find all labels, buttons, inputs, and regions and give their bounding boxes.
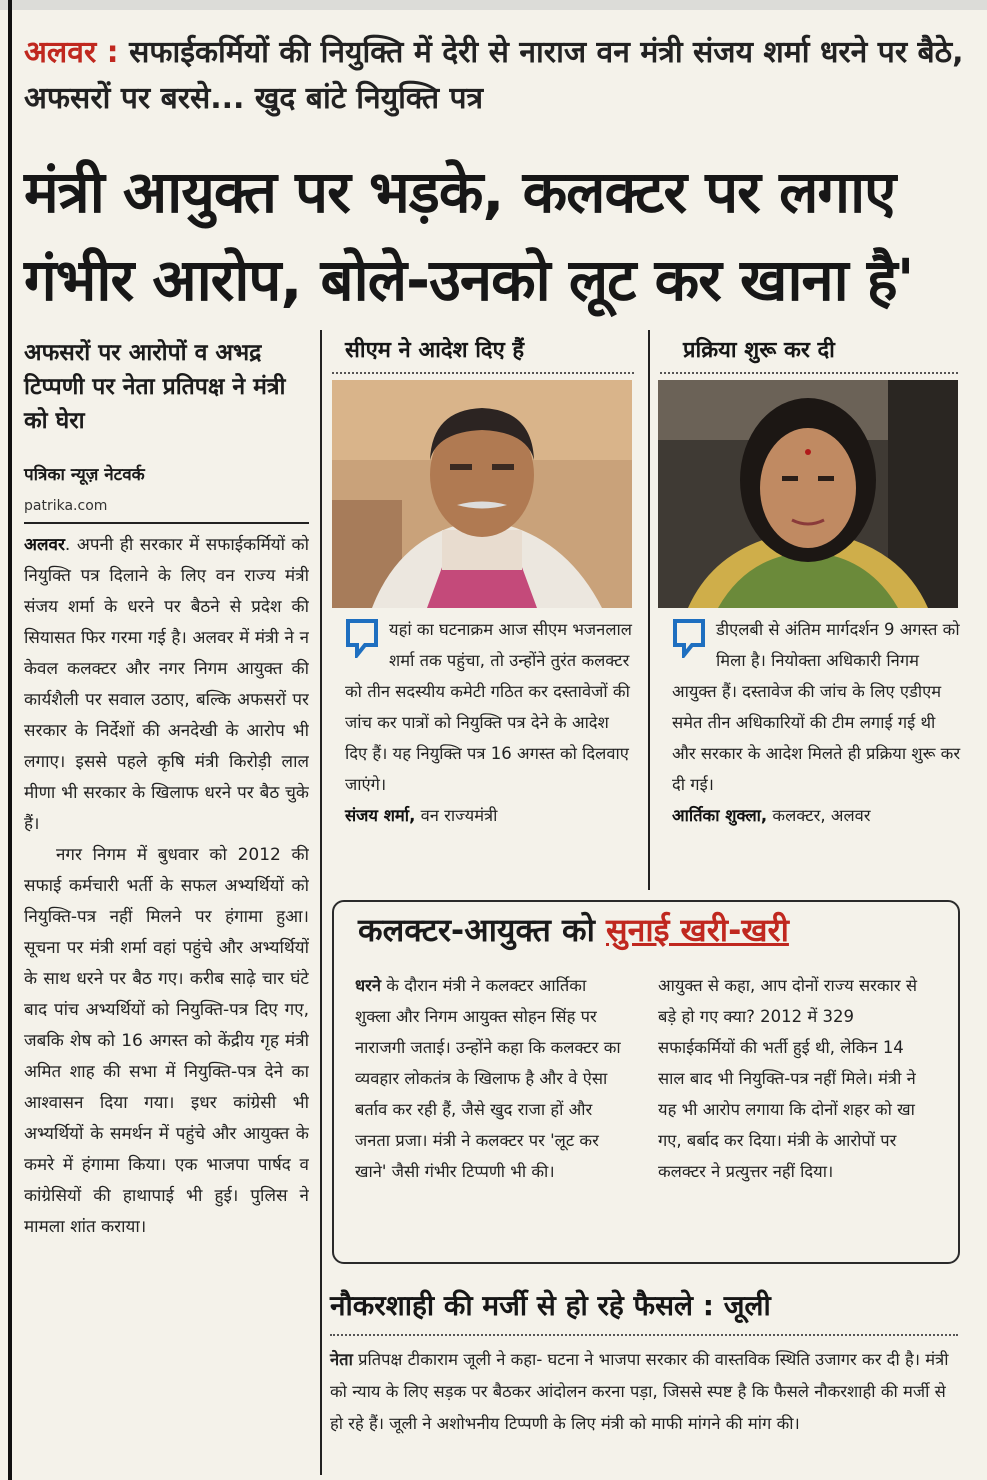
- right-heading: प्रक्रिया शुरू कर दी: [683, 338, 835, 363]
- right-signature-role: कलक्टर, अलवर: [767, 806, 871, 825]
- byline-rule: [24, 522, 309, 524]
- right-quote-text: डीएलबी से अंतिम मार्गदर्शन 9 अगस्त को मिला है। नियोक्ता अधिकारी निगम आयुक्त हैं। दस्तावेज की जांच के लिए एडीएम समेत तीन अधिकारियों की टीम लगाई गई थी और सरकार के आदेश मिलते ही प्रक्रिया शुरू कर दी गई।: [672, 620, 961, 794]
- kicker-text-1: सफाईकर्मियों की नियुक्ति में देरी से नाराज वन मंत्री संजय शर्मा धरने पर बैठे,: [129, 35, 964, 70]
- top-band: [0, 0, 987, 10]
- column-rule-left: [320, 330, 322, 1475]
- column-rule-mid: [648, 330, 650, 890]
- left-paragraph-2: नगर निगम में बुधवार को 2012 की सफाई कर्मचारी भर्ती के सफल अभ्यर्थियों को नियुक्ति-पत्र नहीं मिलने पर हंगामा हुआ। सूचना पर मंत्री शर्मा वहां पहुंचे और अभ्यर्थियों के साथ धरने पर बैठ गए। करीब साढ़े चार घंटे बाद पांच अभ्यर्थियों को नियुक्ति-पत्र दिए गए, जबकि शेष को 16 अगस्त को केंद्रीय गृह मंत्री अमित शाह की सभा में नियुक्ति-पत्र देने का आश्वासन दिया गया। इधर कांग्रेसी भी अभ्यर्थियों के समर्थन में पहुंचे और आयुक्त के कमरे में हंगामा किया। एक भाजपा पार्षद व कांग्रेसियों की हाथापाई भी हुई। पुलिस ने मामला शांत कराया।: [24, 845, 309, 1237]
- box-heading-part-1: कलक्टर-आयुक्त को: [358, 911, 607, 949]
- headline: मंत्री आयुक्त पर भड़के, कलक्टर पर लगाए गंभीर आरोप, बोले-उनको लूट कर खाना है': [24, 158, 914, 314]
- left-border-rule: [8, 0, 12, 1480]
- collector-photo: [658, 380, 958, 608]
- mid-quote-text: यहां का घटनाक्रम आज सीएम भजनलाल शर्मा तक पहुंचा, तो उन्होंने तुरंत कलक्टर को तीन सदस्यीय कमेटी गठित कर दस्तावेजों की जांच कर पात्रों को नियुक्ति पत्र देने के आदेश दिए हैं। यह नियुक्ति पत्र 16 अगस्त को दिलवाए जाएंगे।: [345, 620, 632, 794]
- left-heading: अफसरों पर आरोपों व अभद्र टिप्पणी पर नेता प्रतिपक्ष ने मंत्री को घेरा: [24, 340, 286, 434]
- kicker-text-bold: अफसरों पर बरसे...: [24, 81, 245, 116]
- dateline: अलवर: [24, 535, 65, 555]
- box-column-1: [355, 970, 623, 1187]
- box-lead-word: धरने: [355, 976, 382, 995]
- mid-quote: [345, 614, 633, 831]
- byline-site: patrika.com: [24, 498, 108, 514]
- right-signature-name: आर्तिका शुक्ला,: [672, 806, 768, 825]
- collector-portrait-image: [658, 380, 958, 608]
- bottom-article-body: [330, 1344, 960, 1440]
- minister-photo: [332, 380, 632, 608]
- bottom-dotted-rule: [330, 1334, 958, 1336]
- box-heading: [358, 908, 789, 951]
- bottom-paragraph: [330, 1344, 960, 1440]
- box-column-1-body: के दौरान मंत्री ने कलक्टर आर्तिका शुक्ला और निगम आयुक्त सोहन सिंह पर नाराजगी जताई। उन्होंने कहा कि कलक्टर का व्यवहार लोकतंत्र के खिलाफ है और वे ऐसा बर्ताव कर रही हैं, जैसे खुद राजा हों और जनता प्रजा। मंत्री ने कलक्टर पर 'लूट कर खाने' जैसी गंभीर टिप्पणी भी की।: [355, 976, 621, 1181]
- right-quote: [672, 614, 962, 831]
- mid-signature-role: वन राज्यमंत्री: [415, 806, 498, 825]
- minister-portrait-image: [332, 380, 632, 608]
- kicker: [24, 30, 964, 122]
- bottom-paragraph-text: प्रतिपक्ष टीकाराम जूली ने कहा- घटना ने भाजपा सरकार की वास्तविक स्थिति उजागर कर दी है। मंत्री को न्याय के लिए सड़क पर बैठकर आंदोलन करना पड़ा, जिससे स्पष्ट है कि फैसले नौकरशाही की मर्जी से हो रहे हैं। जूली ने अशोभनीय टिप्पणी के लिए मंत्री को माफी मांगने की मांग की।: [330, 1350, 949, 1433]
- left-paragraph-1-text: . अपनी ही सरकार में सफाईकर्मियों को नियुक्ति पत्र दिलाने के लिए वन राज्य मंत्री संजय शर्मा के धरने पर बैठने से प्रदेश की सियासत फिर गरमा गई है। अलवर में मंत्री ने न केवल कलक्टर और नगर निगम आयुक्त की कार्यशैली पर सवाल उठाए, बल्कि अफसरों पर सरकार के निर्देशों की अनदेखी के आरोप भी लगाए। इससे पहले कृषि मंत्री किरोड़ी लाल मीणा भी सरकार के खिलाफ धरने पर बैठ चुके हैं।: [24, 535, 309, 834]
- kicker-text-2: खुद बांटे नियुक्ति पत्र: [244, 81, 484, 116]
- mid-signature: [345, 800, 633, 831]
- box-heading-part-2: सुनाई खरी-खरी: [606, 911, 789, 949]
- left-article-body: [24, 530, 309, 1460]
- mid-signature-name: संजय शर्मा,: [345, 806, 416, 825]
- box-column-2-text: आयुक्त से कहा, आप दोनों राज्य सरकार से बड़े हो गए क्या? 2012 में 329 सफाईकर्मियों की भर्ती हुई थी, लेकिन 14 साल बाद भी नियुक्ति-पत्र नहीं मिले। मंत्री ने यह भी आरोप लगाया कि दोनों शहर को खा गए, बर्बाद कर दिया। मंत्री के आरोपों पर कलक्टर ने प्रत्युत्तर नहीं दिया।: [658, 976, 917, 1181]
- bottom-heading: नौकरशाही की मर्जी से हो रहे फैसले : जूली: [330, 1289, 771, 1322]
- bottom-lead-word: नेता: [330, 1350, 353, 1369]
- box-column-1-text: [355, 970, 623, 1187]
- kicker-place: अलवर :: [24, 35, 119, 70]
- mid-dotted-rule: [332, 372, 634, 374]
- quote-icon: [672, 618, 706, 658]
- box-column-2: [658, 970, 926, 1187]
- quote-icon: [345, 618, 379, 658]
- byline: पत्रिका न्यूज़ नेटवर्क: [24, 465, 145, 485]
- right-signature: [672, 800, 962, 831]
- mid-heading: सीएम ने आदेश दिए हैं: [345, 338, 525, 363]
- right-dotted-rule: [660, 372, 958, 374]
- left-paragraph-1: [24, 530, 309, 840]
